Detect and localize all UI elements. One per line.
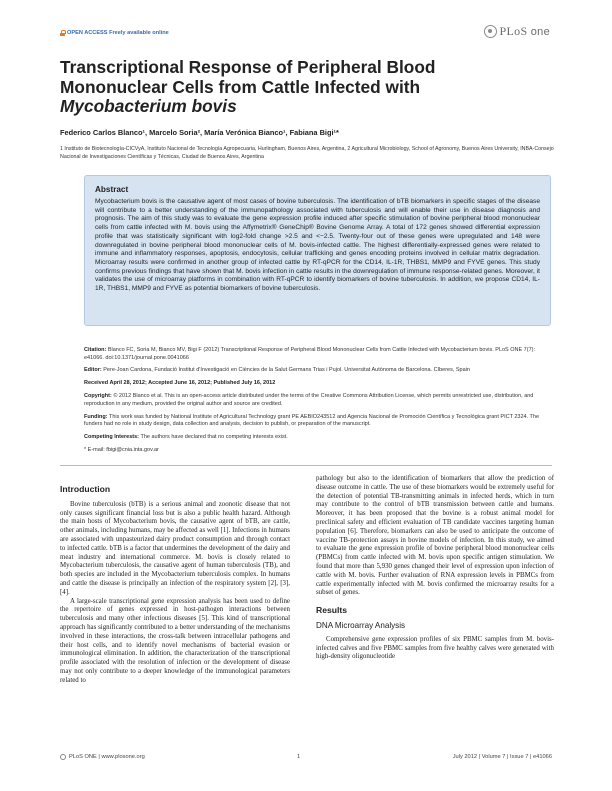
page-footer [60,754,552,764]
intro-paragraph-3: pathology but also to the identification of biomarkers that allow the prediction of disease outcome in cattle. The use of these biomarkers would be extremely useful for the detection of potential TB-transmitting animals in infected herds, which in turn may contribute to the control of bTB transmission between cattle and humans. Moreover, it has been proposed that the bovine is a robust animal model for preclinical safety and efficient evaluation of TB candidate vaccines targeting human population [6]. Therefore, biomarkers can also be used to anticipate the outcome of vaccine TB-protection assays in bovine models of infection. In this study, we aimed to evaluate the gene expression profile of bovine peripheral blood mononuclear cells (PBMCs) from cattle infected with M. bovis upon specific antigen stimulation. We found that more than 5,930 genes changed their level of expression upon infection of cattle with M. bovis. Further evaluation of RNA expression levels in PBMCs from cattle experimentally infected with M. bovis confirmed the microarray results for a subset of genes. [316,475,554,597]
article-title [60,58,550,117]
title-line-3: Mycobacterium bovis [60,96,237,116]
abstract-box [84,175,551,326]
publication-dates: Received April 28, 2012; Accepted June 16, 2012; Published July 16, 2012 [84,380,276,387]
competing-interests [84,434,551,442]
article-metadata [84,347,551,460]
title-line-1: Transcriptional Response of Peripheral Blood [60,57,436,77]
results-heading: Results [316,605,348,616]
plos-footer-icon [60,754,66,760]
introduction-heading: Introduction [60,484,111,494]
abstract-text: Mycobacterium bovis is the causative agent of most cases of bovine tuberculosis. The identification of bTB biomarkers in specific stages of the disease will contribute to a better understanding of the immunopathology associated with tuberculosis and will enable their use in disease diagnosis and prognosis. The aim of this study was to evaluate the gene expression profile induced after specific stimulation of bovine peripheral blood mononuclear cells from cattle infected with M. bovis using the Affymetrix® GeneChip® Bovine Genome Array. A total of 172 genes showed differential expression profile that was statistically significant with log2-fold change >2.5 and <−2.5. Twenty-four out of these genes were upregulated and 148 were downregulated in bovine peripheral blood mononuclear cells of M. bovis-infected cattle. The highest differentially-expressed genes were related to immune and inflammatory responses, apoptosis, endocytosis, cellular trafficking and genes encoding proteins involved in cellular matrix degradation. Microarray results were confirmed in another group of infected cattle by RT-qPCR for the CD14, IL-1R, THBS1, MMP9 and FYVE genes. This study confirms previous findings that have shown that M. bovis infection in cattle results in the downregulation of immune response-related genes. Moreover, it validates the use of microarray platforms in combination with RT-qPCR to identify biomarkers of bovine tuberculosis. In addition, we propose CD14, IL-1R, THBS1, MMP9 and FYVE as potential biomarkers of bovine tuberculosis. [95,198,540,293]
intro-paragraph-2: A large-scale transcriptional gene expression analysis has been used to define the repertoire of genes expressed in host-pathogen interactions between tuberculosis and many other infectious diseases [5]. This kind of transcriptional approach has significantly contributed to a better understanding of the mechanisms involved in these interactions, the cross-talk between intracellular pathogens and their host cells, and to identify novel mechanisms of bacterial evasion or immunological elimination. In addition, the characterization of the transcriptional profile associated with the resolution of infection or the development of disease may not only contribute to a deeper knowledge of the immunological parameters related to [60,597,290,684]
editor-label: Editor: [84,367,102,374]
abstract-heading: Abstract [95,185,129,194]
funding-text: This work was funded by National Institute of Agricultural Technology grant PE AEBIO243512 and Agencia Nacional de Promoción Científica y Tecnológica grant PICT 2324. The funders had no role in study design, data collection and analysis, decision to publish, or preparation of the manuscript. [84,413,540,428]
journal-brand-suffix: one [530,26,550,38]
results-paragraph-1: Comprehensive gene expression profiles of six PBMC samples from M. bovis-infected calves and five PBMC samples from five healthy calves were generated with high-density oligonucleotide [316,635,554,661]
competing-text: The authors have declared that no competing interests exist. [140,434,288,441]
citation-text: Blanco FC, Soria M, Bianco MV, Bigi F (2012) Transcriptional Response of Peripheral Blood Mononuclear Cells from Cattle Infected with Mycobacterium bovis. PLoS ONE 7(7): e41066. doi:10.1371/journal.pone.0041066 [84,347,535,361]
copyright-text: © 2012 Blanco et al. This is an open-access article distributed under the terms of the Creative Commons Attribution License, which permits unrestricted use, distribution, and reproduction in any medium, provided the original author and source are credited. [84,393,534,407]
section-divider [60,465,552,466]
right-column [316,475,554,662]
copyright [84,393,551,408]
open-access-label: OPEN ACCESS Freely available online [67,30,169,36]
funding-label: Funding: [84,413,108,420]
open-access-banner [60,30,169,36]
citation-label: Citation: [84,347,107,353]
contact-email[interactable]: * E-mail: fbigi@cnia.inta.gov.ar [84,447,159,454]
journal-logo [484,24,550,39]
editor [84,367,551,375]
microarray-subheading: DNA Microarray Analysis [316,620,406,630]
author-list: Federico Carlos Blanco¹, Marcelo Soria², María Verónica Bianco¹, Fabiana Bigi¹* [60,128,339,137]
footer-issue: July 2012 | Volume 7 | Issue 7 | e41066 [452,754,552,760]
citation [84,347,551,362]
page-number: 1 [297,754,301,760]
funding [84,414,551,429]
intro-paragraph-1: Bovine tuberculosis (bTB) is a serious animal and zoonotic disease that not only causes significant financial loss but is also a public health hazard. Although the main hosts of Mycobacterium bovis, the causative agent of bTB, are cattle, other animals, including humans, may be affected as well [1]. Infections in humans are associated with unpasteurized dairy product consumption and through contact to infected cattle. bTB is a factor that undermines the development of the dairy and meat industry and international commerce. M. bovis is closely related to Mycobacterium tuberculosis, the causative agent of human tuberculosis (TB), and both species are included in the Mycobacterium tuberculosis complex. In humans and cattle the disease is principally an infection of the respiratory system [2], [3], [4]. [60,500,290,596]
copyright-label: Copyright: [84,393,112,400]
journal-brand: PLoS [499,24,531,38]
open-access-lock-icon [60,30,65,36]
left-column [60,485,290,686]
competing-label: Competing Interests: [84,434,140,441]
affiliations: 1 Instituto de Biotecnología-CICVyA, Instituto Nacional de Tecnología Agropecuaria, Hurlingham, Buenos Aires, Argentina, 2 Agricultural Microbiology, School of Agronomy, Buenos Aires University, INBA-Consejo Nacional de Investigaciones Científicas y Técnicas, Ciudad de Buenos Aires, Argentina [60,146,554,160]
editor-text: Pere-Joan Cardona, Fundació Institut d'Investigació en Ciències de la Salut Germans Trias i Pujol. Universitat Autònoma de Barcelona. CIberes, Spain [103,367,470,374]
title-line-2: Mononuclear Cells from Cattle Infected with [60,76,421,97]
plos-logo-icon [484,25,497,38]
footer-journal[interactable]: PLoS ONE | www.plosone.org [69,754,145,760]
